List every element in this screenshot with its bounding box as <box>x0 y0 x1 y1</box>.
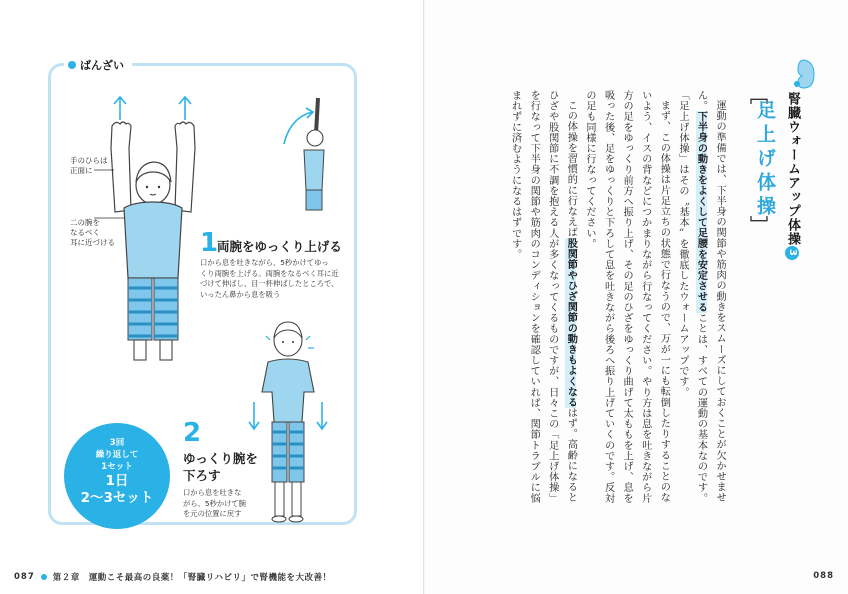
series-label: 腎臓ウォームアップ体操3 <box>783 92 802 260</box>
series-number-badge: 3 <box>785 246 799 260</box>
title-open-bracket: ﹇ <box>750 86 768 107</box>
panel-label <box>64 57 132 73</box>
right-page-number: 088 <box>813 571 834 581</box>
title-close-bracket: ﹈ <box>750 216 768 237</box>
step2-description: 口から息を吐きな がら、5秒かけて腕 を元の位置に戻す <box>183 488 247 518</box>
body-text <box>505 90 728 510</box>
main-title: 足上げ体操 <box>754 100 776 220</box>
highlight-2: 股関節やひざ関節の動きもよくなる <box>565 238 577 408</box>
step2-number: 2 <box>183 418 202 448</box>
kidney-icon <box>790 58 816 90</box>
woman-arms-down-illustration <box>248 312 328 527</box>
paragraph-3: この体操を習慣的に行なえば股関節やひざ関節の動きもよくなるはず。高齢になるとひざや股関節に不調を抱える人が多くなってくるものですが、日々この「足上げ体操」を行なって下半身の関節や筋肉のコンディションを確認していれば、関節トラブルに悩まれずに済むようになるはずです。 <box>509 90 577 504</box>
note-arms: 二の腕を なるべく 耳に近づける <box>70 218 115 247</box>
book-spine <box>423 0 425 594</box>
up-arrow-icon <box>114 97 191 120</box>
woman-side-view-illustration <box>278 92 348 212</box>
panel-label-text: ばんざい <box>80 59 124 72</box>
paragraph-2: まず、この体操は片足立ちの状態で行なうので、万が一にも転倒したりすることのないよう、イスの背などにつかまりながら行なってください。やり方は息を吐きながら片方の足をゆっくり前方へ振り上げ、その足のひざをゆっくり曲げて太ももを上げ、息を吸った後、足をゆっくりと下ろして息を吐きながら後ろへ振り上げていくのです。反対の足も同様に行なってください。 <box>583 90 670 504</box>
repetition-badge: 3回 繰り返して 1セット 1日 2～3セット <box>64 423 170 529</box>
left-page-number: 087 <box>14 572 35 582</box>
step1-number: 1 <box>200 228 219 258</box>
step1-title: 両腕をゆっくり上げる <box>217 239 342 254</box>
step2-title: ゆっくり腕を 下ろす <box>183 451 258 483</box>
step1-description: 口から息を吐きながら、5秒かけてゆっ くり両腕を上げる。両腕をなるべく耳に近 づけて伸ばし、目一杯伸ばしたところで、 いったん鼻から息を吸う <box>200 258 339 299</box>
highlight-1: 下半身の動きをよくして足腰を安定させる <box>695 111 707 313</box>
left-footer <box>14 571 332 583</box>
bullet-dot-icon <box>68 61 76 69</box>
note-palms: 手のひらは 正面に <box>70 156 108 175</box>
chapter-title: 第２章 運動こそ最高の良薬！「腎臓リハビリ」で腎機能を大改善！ <box>52 573 332 583</box>
paragraph-1: 運動の準備では、下半身の関節や筋肉の動きをスムーズにしておくことが欠かせません。下半身の動きをよくして足腰を安定させることは、すべての運動の基本なのです。「足上げ体操」はその〝基本〟を徹底したウォームアップです。 <box>676 90 726 504</box>
bullet-dot-icon <box>41 574 47 580</box>
